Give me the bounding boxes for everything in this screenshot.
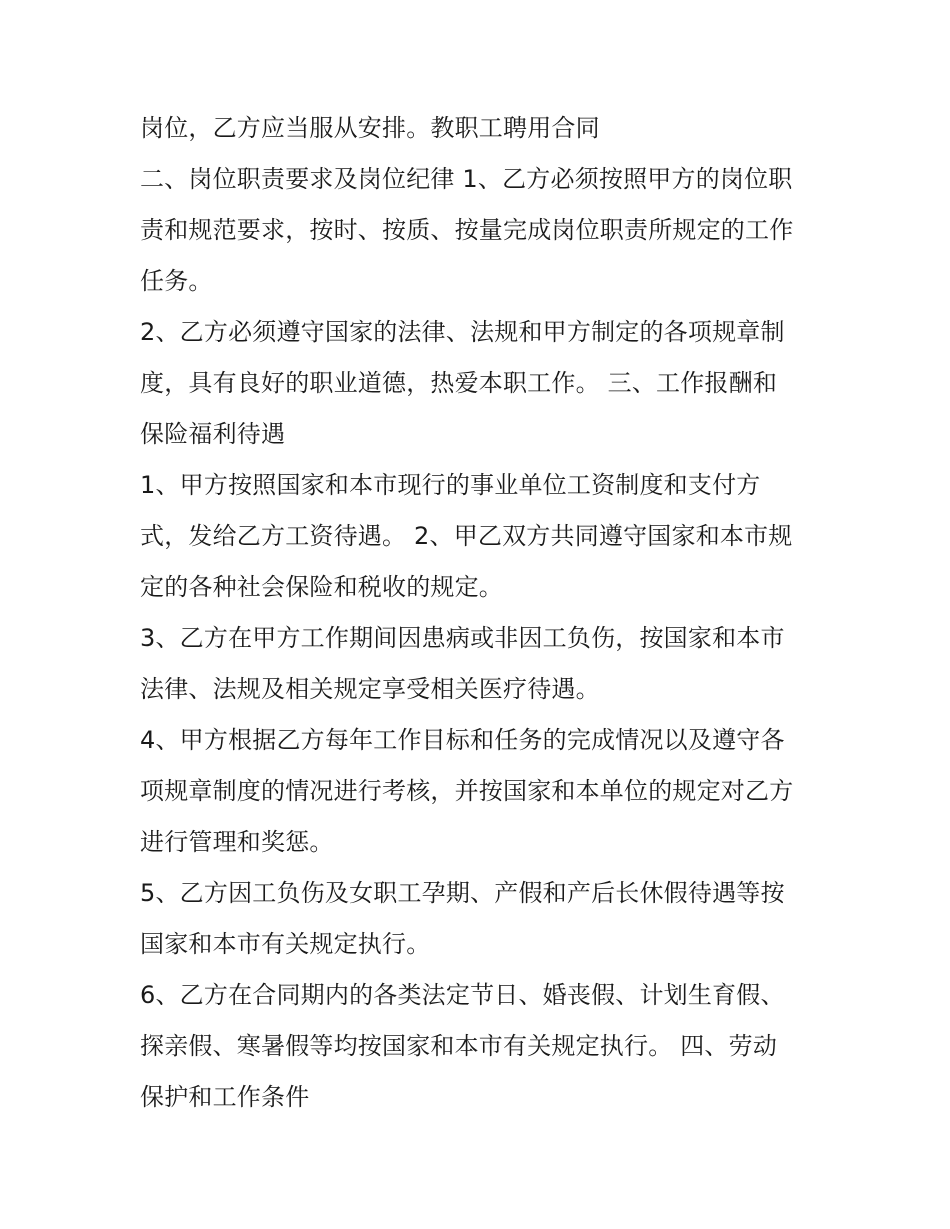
text-line: 4、甲方根据乙方每年工作目标和任务的完成情况以及遵守各 <box>140 726 785 754</box>
text-line: 国家和本市有关规定执行。 <box>140 930 431 958</box>
text-line: 度，具有良好的职业道德，热爱本职工作。 三、工作报酬和 <box>140 369 778 397</box>
text-line: 3、乙方在甲方工作期间因患病或非因工负伤，按国家和本市 <box>140 624 785 652</box>
text-line: 责和规范要求，按时、按质、按量完成岗位职责所规定的工作 <box>140 216 794 244</box>
text-line: 式，发给乙方工资待遇。 2、甲乙双方共同遵守国家和本市规 <box>140 522 793 550</box>
text-line: 项规章制度的情况进行考核，并按国家和本单位的规定对乙方 <box>140 777 794 805</box>
text-line: 定的各种社会保险和税收的规定。 <box>140 573 503 601</box>
text-line: 法律、法规及相关规定享受相关医疗待遇。 <box>140 675 600 703</box>
document-body <box>140 103 830 1123</box>
text-line: 进行管理和奖惩。 <box>140 828 334 856</box>
text-line: 6、乙方在合同期内的各类法定节日、婚丧假、计划生育假、 <box>140 981 785 1009</box>
text-line: 任务。 <box>140 267 213 295</box>
text-line: 二、岗位职责要求及岗位纪律 1、乙方必须按照甲方的岗位职 <box>140 165 793 193</box>
text-line: 探亲假、寒暑假等均按国家和本市有关规定执行。 四、劳动 <box>140 1032 778 1060</box>
text-line: 1、甲方按照国家和本市现行的事业单位工资制度和支付方 <box>140 471 761 499</box>
text-line: 2、乙方必须遵守国家的法律、法规和甲方制定的各项规章制 <box>140 318 785 346</box>
text-line: 保险福利待遇 <box>140 420 286 448</box>
text-line: 5、乙方因工负伤及女职工孕期、产假和产后长休假待遇等按 <box>140 879 785 907</box>
text-line: 岗位，乙方应当服从安排。教职工聘用合同 <box>140 114 600 142</box>
text-line: 保护和工作条件 <box>140 1083 310 1111</box>
